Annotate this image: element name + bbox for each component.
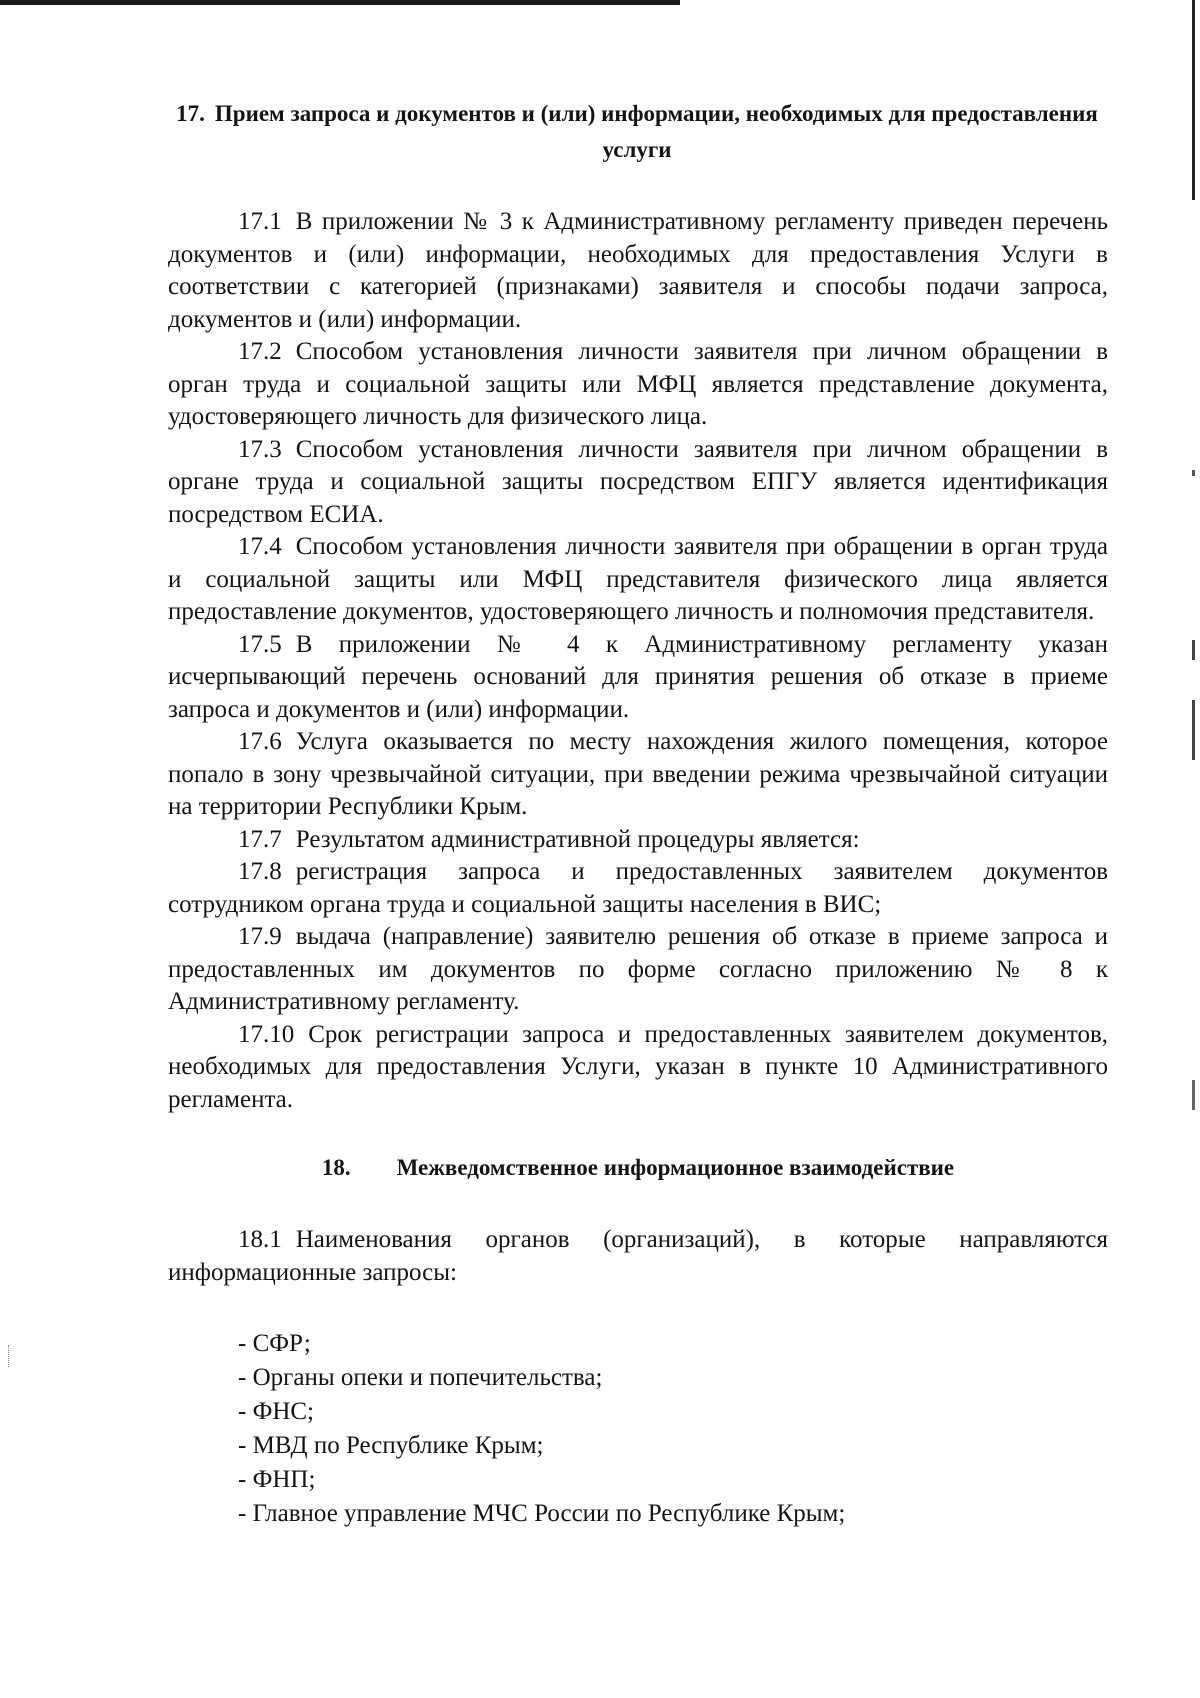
paragraph-text: выдача (направление) заявителю решения об отказе в приеме запроса и предоставленных им документов по форме согласно приложению № 8 к Административному регламенту. [168,923,1108,1015]
paragraph-text: Способом установления личности заявителя при обращении в орган труда и социальной защиты или МФЦ представителя физического лица является предоставление документов, удостоверяющего личность и полномочия представителя. [168,533,1108,625]
paragraph-text: В приложении № 3 к Административному регламенту приведен перечень документов и (или) информации, необходимых для предоставления Услуги в соответствии с категорией (признаками) заявителя и способы подачи запроса, документов и (или) информации. [168,208,1108,333]
list-item: - МВД по Республике Крым; [238,1429,1108,1463]
paragraph-text: регистрация запроса и предоставленных заявителем документов сотрудником органа труда и социальной защиты населения в ВИС; [168,858,1108,918]
section-18-title: Межведомственное информационное взаимодействие [396,1155,955,1180]
paragraph-number: 17.2 [238,338,282,365]
paragraph-17-8 [168,856,1108,921]
section-18-body [168,1224,1108,1531]
paragraph-17-3 [168,434,1108,532]
paragraph-text: Наименования органов (организаций), в которые направляются информационные запросы: [168,1226,1108,1286]
agency-list [238,1327,1108,1531]
paragraph-number: 17.3 [238,435,282,463]
paragraph-number: 17.7 [238,825,282,853]
paragraph-number: 17.5 [238,630,282,658]
paragraph-17-6 [168,726,1108,824]
paragraph-text: Результатом административной процедуры является: [295,825,860,853]
paragraph-text: Срок регистрации запроса и предоставленных заявителем документов, необходимых для предоставления Услуги, указан в пункте 10 Административного регламента. [168,1020,1108,1113]
paragraph-17-7 [168,824,1108,857]
paragraph-text: Способом установления личности заявителя при личном обращении в органе труда и социальной защиты посредством ЕПГУ является идентификация посредством ЕСИА. [168,435,1108,528]
scan-right-edge [1192,0,1195,1698]
paragraph-number: 17.1 [238,208,282,235]
scan-top-edge [0,0,680,5]
paragraph-number: 18.1 [238,1226,282,1253]
section-17-number: 17. [176,101,205,126]
list-item: - ФНС; [238,1395,1108,1429]
section-18-heading [168,1150,1108,1186]
section-17-heading [166,96,1108,168]
list-item: - Органы опеки и попечительства; [238,1361,1108,1395]
paragraph-number: 17.9 [238,923,282,950]
paragraph-text: Способом установления личности заявителя при личном обращении в орган труда и социальной защиты или МФЦ является представление документа, удостоверяющего личность для физического лица. [168,338,1108,430]
paragraph-17-5 [168,629,1108,727]
paragraph-18-1 [168,1224,1108,1289]
document-page [168,96,1108,1531]
paragraph-17-9 [168,921,1108,1019]
paragraph-number: 17.4 [238,533,282,560]
paragraph-text: Услуга оказывается по месту нахождения жилого помещения, которое попало в зону чрезвычайной ситуации, при введении режима чрезвычайной ситуации на территории Республики Крым. [168,728,1108,820]
paragraph-number: 17.6 [238,728,282,755]
paragraph-text: В приложении № 4 к Административному регламенту указан исчерпывающий перечень оснований для принятия решения об отказе в приеме запроса и документов и (или) информации. [168,630,1108,723]
list-item: - СФР; [238,1327,1108,1361]
paragraph-number: 17.10 [238,1020,295,1048]
paragraph-17-4 [168,531,1108,629]
list-item: - Главное управление МЧС России по Республике Крым; [238,1497,1108,1531]
section-17-body [168,206,1108,1116]
scan-left-mark [8,1345,10,1367]
paragraph-17-1 [168,206,1108,336]
list-item: - ФНП; [238,1463,1108,1497]
paragraph-number: 17.8 [238,858,282,885]
section-18-number: 18. [321,1155,351,1180]
paragraph-17-10 [168,1019,1108,1117]
paragraph-17-2 [168,336,1108,434]
section-17-title: Прием запроса и документов и (или) информации, необходимых для предоставления услуги [214,101,1098,162]
